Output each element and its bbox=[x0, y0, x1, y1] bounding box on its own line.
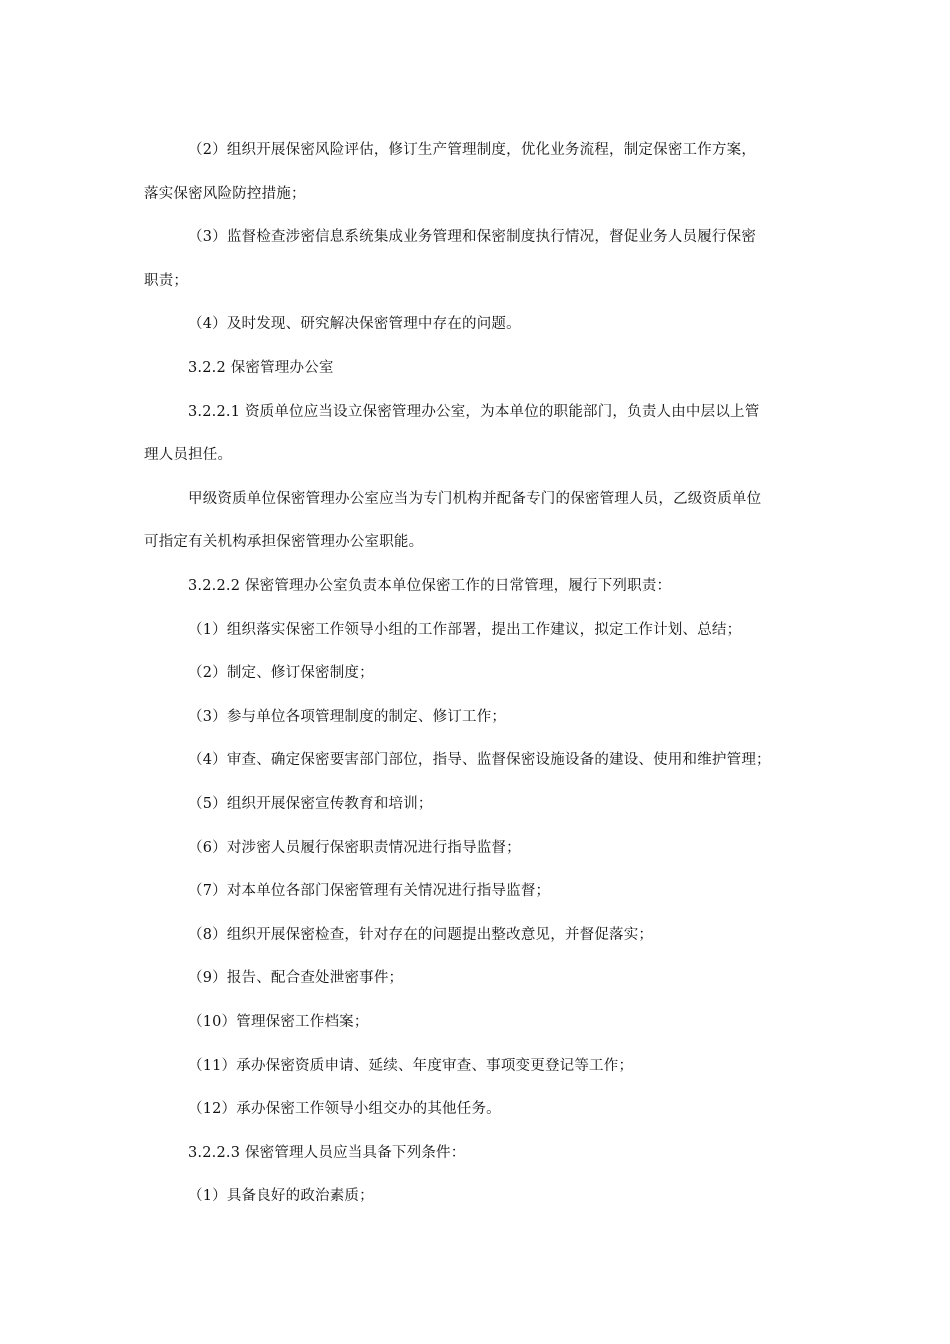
paragraph-line: 职责； bbox=[144, 273, 189, 289]
list-item: （2）制定、修订保密制度； bbox=[188, 665, 374, 681]
paragraph-line: 3.2.2.1 资质单位应当设立保密管理办公室，为本单位的职能部门，负责人由中层以上管 bbox=[188, 404, 760, 420]
paragraph-line: （3）监督检查涉密信息系统集成业务管理和保密制度执行情况，督促业务人员履行保密 bbox=[188, 229, 757, 245]
list-item: （6）对涉密人员履行保密职责情况进行指导监督； bbox=[188, 840, 521, 856]
list-item: （11）承办保密资质申请、延续、年度审查、事项变更登记等工作； bbox=[188, 1058, 634, 1074]
paragraph-line: 理人员担任。 bbox=[144, 447, 233, 463]
list-item: （7）对本单位各部门保密管理有关情况进行指导监督； bbox=[188, 883, 551, 899]
paragraph-line: （2）组织开展保密风险评估，修订生产管理制度，优化业务流程，制定保密工作方案， bbox=[188, 142, 757, 158]
paragraph-line: 可指定有关机构承担保密管理办公室职能。 bbox=[144, 534, 424, 550]
list-item: （10）管理保密工作档案； bbox=[188, 1014, 369, 1030]
list-item: （8）组织开展保密检查，针对存在的问题提出整改意见，并督促落实； bbox=[188, 927, 654, 943]
list-item: （12）承办保密工作领导小组交办的其他任务。 bbox=[188, 1101, 501, 1117]
list-item: （3）参与单位各项管理制度的制定、修订工作； bbox=[188, 709, 507, 725]
paragraph-line: 3.2.2.2 保密管理办公室负责本单位保密工作的日常管理，履行下列职责： bbox=[188, 578, 672, 594]
section-heading: 3.2.2 保密管理办公室 bbox=[188, 360, 334, 376]
paragraph-line: （4）及时发现、研究解决保密管理中存在的问题。 bbox=[188, 316, 521, 332]
list-item: （5）组织开展保密宣传教育和培训； bbox=[188, 796, 433, 812]
paragraph-line: 3.2.2.3 保密管理人员应当具备下列条件： bbox=[188, 1145, 466, 1161]
paragraph-line: 甲级资质单位保密管理办公室应当为专门机构并配备专门的保密管理人员，乙级资质单位 bbox=[188, 491, 762, 507]
list-item: （1）组织落实保密工作领导小组的工作部署，提出工作建议，拟定工作计划、总结； bbox=[188, 622, 742, 638]
list-item: （9）报告、配合查处泄密事件； bbox=[188, 970, 404, 986]
paragraph-line: 落实保密风险防控措施； bbox=[144, 186, 306, 202]
list-item: （4）审查、确定保密要害部门部位，指导、监督保密设施设备的建设、使用和维护管理； bbox=[188, 752, 771, 768]
list-item: （1）具备良好的政治素质； bbox=[188, 1188, 374, 1204]
